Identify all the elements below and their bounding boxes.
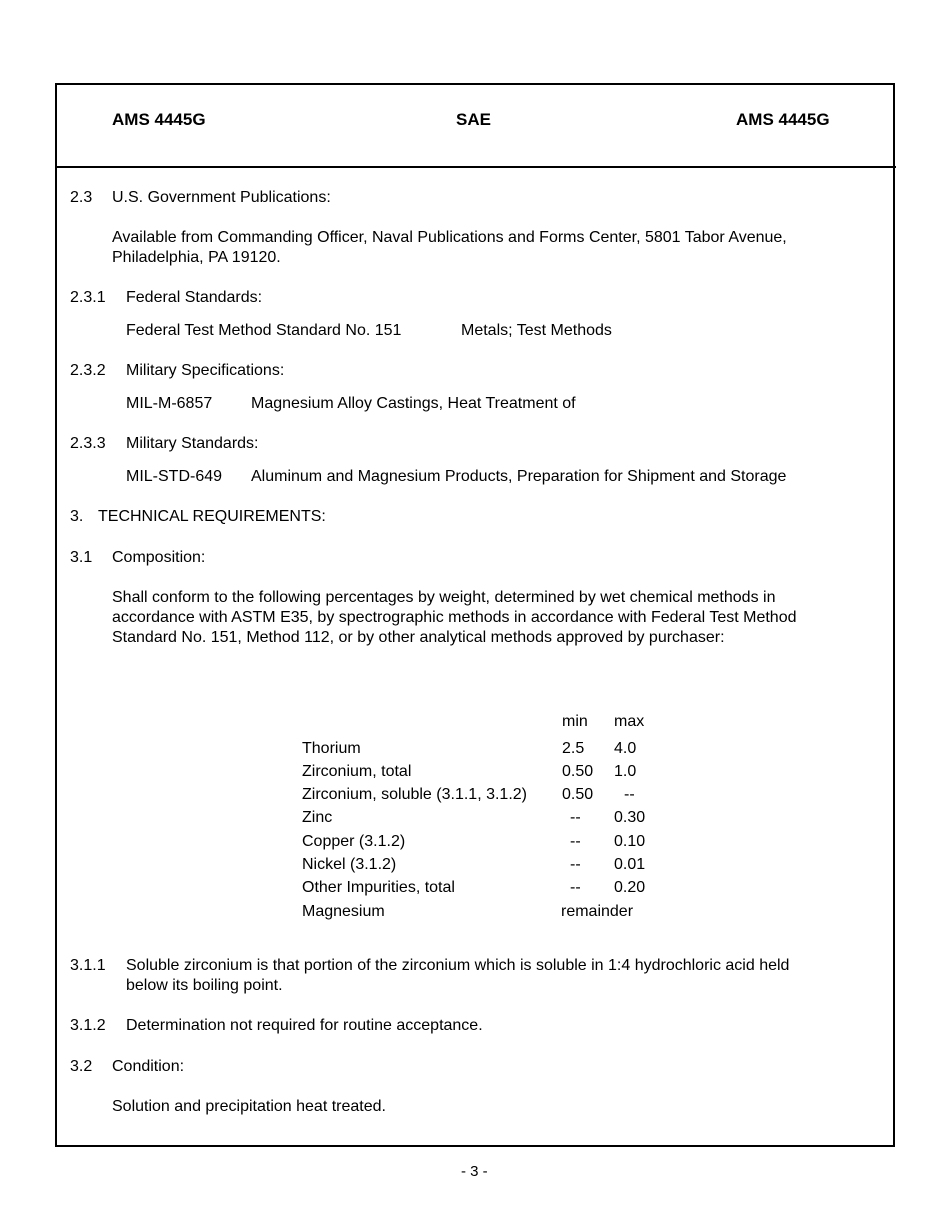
section-number: 2.3.3: [70, 435, 106, 452]
composition-element: Magnesium: [302, 903, 385, 920]
section-number: 3.1: [70, 549, 93, 566]
composition-max: 1.0: [614, 763, 637, 780]
paragraph-line: accordance with ASTM E35, by spectrographic methods in accordance with Federal Test Method: [112, 609, 797, 626]
section-title: Military Standards:: [126, 435, 259, 452]
paragraph-line: Available from Commanding Officer, Naval Publications and Forms Center, 5801 Tabor Avenue,: [112, 229, 787, 246]
section-number: 2.3: [70, 189, 93, 206]
composition-min: --: [570, 879, 581, 896]
paragraph-line: Determination not required for routine acceptance.: [126, 1017, 483, 1034]
composition-min: --: [570, 809, 581, 826]
composition-min: 0.50: [562, 763, 594, 780]
section-title: Composition:: [112, 549, 206, 566]
section-title: Military Specifications:: [126, 362, 285, 379]
paragraph-line: Standard No. 151, Method 112, or by other analytical methods approved by purchaser:: [112, 629, 725, 646]
composition-max: --: [624, 786, 635, 803]
reference-doc-id: MIL-STD-649: [126, 468, 223, 485]
paragraph-line: Philadelphia, PA 19120.: [112, 249, 281, 266]
composition-max: 0.10: [614, 833, 646, 850]
reference-doc-title: Aluminum and Magnesium Products, Preparation for Shipment and Storage: [251, 468, 787, 485]
paragraph-line: Solution and precipitation heat treated.: [112, 1098, 386, 1115]
header-org: SAE: [456, 110, 491, 129]
section-number: 3.: [70, 508, 84, 525]
section-number: 3.1.2: [70, 1017, 106, 1034]
section-title: TECHNICAL REQUIREMENTS:: [98, 508, 326, 525]
section-title: Condition:: [112, 1058, 185, 1075]
reference-doc-id: Federal Test Method Standard No. 151: [126, 322, 402, 339]
composition-min: remainder: [561, 903, 634, 920]
composition-max: 0.30: [614, 809, 646, 826]
composition-header-min: min: [562, 713, 588, 730]
composition-min: --: [570, 833, 581, 850]
composition-element: Nickel (3.1.2): [302, 856, 397, 873]
page-number: - 3 -: [461, 1163, 488, 1180]
paragraph-line: Shall conform to the following percentages by weight, determined by wet chemical methods in: [112, 589, 776, 606]
paragraph-line: Soluble zirconium is that portion of the zirconium which is soluble in 1:4 hydrochloric acid held: [126, 957, 790, 974]
composition-max: 0.20: [614, 879, 646, 896]
reference-doc-id: MIL-M-6857: [126, 395, 213, 412]
section-title: Federal Standards:: [126, 289, 263, 306]
composition-min: 0.50: [562, 786, 594, 803]
section-number: 2.3.1: [70, 289, 106, 306]
reference-doc-title: Metals; Test Methods: [461, 322, 612, 339]
section-title: U.S. Government Publications:: [112, 189, 331, 206]
section-number: 3.2: [70, 1058, 93, 1075]
composition-element: Other Impurities, total: [302, 879, 455, 896]
composition-element: Copper (3.1.2): [302, 833, 406, 850]
composition-element: Thorium: [302, 740, 361, 757]
composition-header-max: max: [614, 713, 645, 730]
composition-max: 0.01: [614, 856, 646, 873]
composition-min: --: [570, 856, 581, 873]
composition-element: Zinc: [302, 809, 333, 826]
reference-doc-title: Magnesium Alloy Castings, Heat Treatment of: [251, 395, 576, 412]
paragraph-line: below its boiling point.: [126, 977, 283, 994]
section-number: 3.1.1: [70, 957, 106, 974]
section-number: 2.3.2: [70, 362, 106, 379]
header-divider: [55, 166, 896, 168]
composition-element: Zirconium, soluble (3.1.1, 3.1.2): [302, 786, 527, 803]
composition-element: Zirconium, total: [302, 763, 412, 780]
composition-max: 4.0: [614, 740, 637, 757]
composition-min: 2.5: [562, 740, 585, 757]
header-doc-number-left: AMS 4445G: [112, 110, 206, 129]
header-doc-number-right: AMS 4445G: [736, 110, 830, 129]
